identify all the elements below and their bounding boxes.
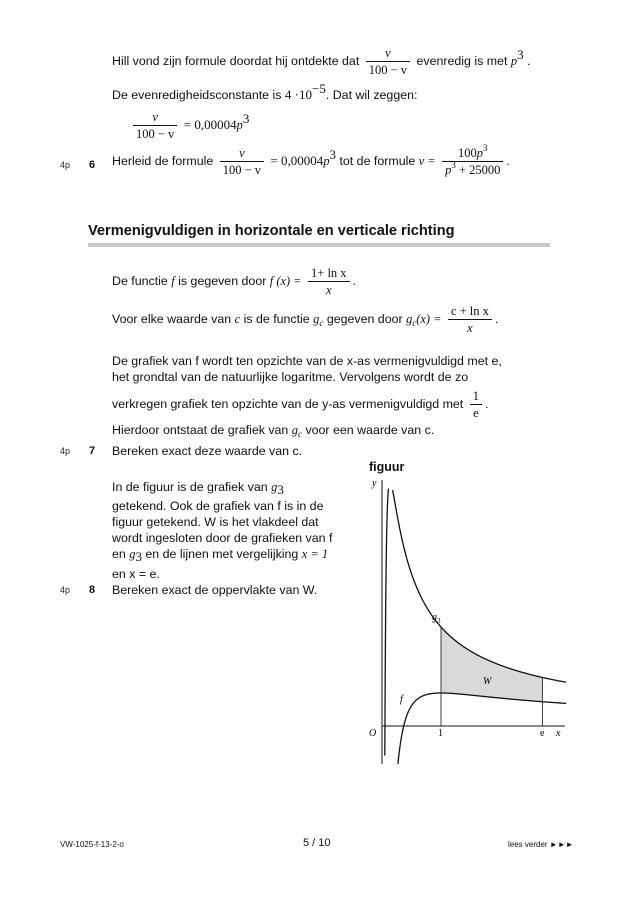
- equation-rhs: = 0,00004: [183, 116, 237, 132]
- g-numerator: c + ln x: [448, 304, 492, 320]
- result-den-const: + 25000: [458, 163, 501, 177]
- g-text-c: gegeven door: [326, 311, 403, 326]
- function-g-line: Voor elke waarde van c is de functie $g_c$ gegeven door $g_c(x)$ = $\frac{\text{c + ln x}}{x}$ .: [112, 304, 499, 335]
- footer-page: 5 / 10: [303, 837, 331, 849]
- fraction-v-q6: [220, 146, 264, 177]
- p-exponent: 3: [517, 46, 524, 62]
- fraction-numerator: v: [220, 146, 264, 162]
- f-text-a: De functie: [112, 273, 168, 288]
- region-w: [441, 627, 542, 702]
- fraction-denominator: 100 − v: [136, 127, 175, 141]
- q8-text: Bereken exact de oppervlakte van W.: [112, 583, 318, 597]
- figtext-line-1: In de figuur is de grafiek van $g_3$: [112, 480, 284, 497]
- fraction-g: [448, 304, 492, 335]
- f-numerator: 1+ ln x: [308, 266, 350, 282]
- label-w: W: [483, 676, 492, 687]
- para-line-4-a: Hierdoor ontstaat de grafiek van: [112, 423, 289, 437]
- intro-constant-text: De evenredigheidsconstante is: [112, 88, 282, 102]
- p-symbol: p: [323, 153, 330, 168]
- fraction-numerator: v: [133, 110, 177, 126]
- intro-line-1: Hill vond zijn formule doordat hij ontdekte dat $\frac{v}{100 - v}$ evenredig is met $p^3$ .: [112, 46, 531, 77]
- figtext-line-4: wordt ingesloten door de grafieken van f: [112, 531, 333, 545]
- constant-exponent: −5: [312, 81, 326, 96]
- fraction-numerator: 1: [470, 389, 482, 405]
- figtext-line-3: figuur getekend. W is het vlakdeel dat: [112, 515, 319, 529]
- footer-code: VW-1025-f-13-2-o: [60, 840, 124, 849]
- q7-text: Bereken exact deze waarde van c.: [112, 444, 303, 458]
- intro-text-a: Hill vond zijn formule doordat hij ontdekte dat: [112, 53, 360, 68]
- para-line-3: verkregen grafiek ten opzichte van de y-as vermenigvuldigd met $\frac{1}{e}$ .: [112, 389, 489, 420]
- q7-number: 7: [89, 445, 96, 457]
- p-exponent: 3: [329, 146, 337, 162]
- p-symbol: p: [510, 53, 518, 68]
- fraction-denominator: e: [473, 406, 479, 420]
- fraction-denominator: 100 − v: [222, 163, 262, 177]
- figtext-line-6: en x = e.: [112, 567, 160, 581]
- fraction-one-over-e: [470, 389, 482, 420]
- p-exponent: 3: [242, 110, 250, 126]
- curve-g3: [385, 489, 566, 756]
- fraction-v: [366, 46, 410, 77]
- result-den-p: p: [445, 163, 452, 177]
- q8-points: 4p: [60, 585, 71, 595]
- intro-text-b: evenredig is met: [416, 53, 508, 68]
- section-divider: [88, 243, 550, 247]
- function-f-line: De functie f is gegeven door f (x) = $\frac{\text{1+ ln x}}{x}$ .: [112, 266, 356, 297]
- label-g3-main: g: [432, 612, 437, 623]
- figure-title: figuur: [369, 460, 405, 474]
- label-g3-sub: 3: [437, 617, 441, 625]
- constant-base: 4 ·10: [284, 87, 312, 102]
- p-symbol: p: [476, 146, 484, 160]
- figtext-line-5-c: x = 1: [301, 547, 329, 561]
- figtext-line-1-text: In de figuur is de grafiek van: [112, 480, 268, 494]
- fraction-v-eq: [133, 110, 177, 141]
- v-equals: v =: [418, 153, 436, 168]
- tick-label-e: e: [540, 728, 545, 739]
- q8-number: 8: [89, 584, 96, 596]
- q6-number: 6: [89, 159, 96, 171]
- f-denominator: x: [326, 283, 332, 297]
- figure-graph: [360, 474, 570, 764]
- x-axis-label: x: [556, 728, 561, 739]
- p-exponent: 3: [451, 160, 456, 170]
- g-text-a: Voor elke waarde van: [112, 311, 232, 326]
- q6-points: 4p: [60, 160, 71, 170]
- g-def-lhs: (x) =: [416, 311, 442, 326]
- intro-constant-tail: . Dat wil zeggen:: [325, 88, 418, 102]
- figtext-line-5-a: en: [112, 547, 126, 561]
- result-num: 100: [458, 146, 477, 160]
- figtext-line-5-b: en de lijnen met vergelijking: [145, 547, 299, 561]
- y-axis-label: y: [372, 478, 377, 489]
- footer-next: lees verder ►►►: [508, 840, 574, 849]
- p-symbol: p: [236, 117, 243, 132]
- f-text-b: is gegeven door: [178, 273, 267, 288]
- q7-points: 4p: [60, 446, 71, 456]
- figtext-line-5: en $g_3$ en de lijnen met vergelijking x = 1: [112, 547, 329, 564]
- p-exponent: 3: [483, 143, 488, 153]
- para-line-4-b: voor een waarde van c.: [305, 423, 435, 437]
- para-line-2: het grondtal van de natuurlijke logaritme. Vervolgens wordt de zo: [112, 370, 469, 384]
- f-def-lhs: f (x) =: [269, 273, 302, 288]
- g-text-b: is de functie: [243, 311, 310, 326]
- fraction-f: [308, 266, 350, 297]
- q6-text: Herleid de formule $\frac{v}{100 - v}$ = $0,00004p^3$ tot de formule v = $\frac{100p^3}{p^3 + 25000}$ .: [112, 143, 510, 177]
- fraction-numerator: v: [366, 46, 410, 62]
- q6-text-b: tot de formule: [339, 153, 416, 168]
- tick-label-1: 1: [438, 728, 443, 739]
- para-line-4: Hierdoor ontstaat de grafiek van $g_c$ voor een waarde van c.: [112, 423, 435, 439]
- fraction-result: [442, 143, 503, 177]
- intro-line-2: [112, 81, 418, 103]
- q6-text-a: Herleid de formule: [112, 153, 214, 168]
- fraction-denominator: 100 − v: [368, 63, 408, 77]
- g-denominator: x: [467, 321, 473, 335]
- intro-equation: [130, 110, 249, 141]
- figtext-line-2: getekend. Ook de grafiek van f is in de: [112, 499, 324, 513]
- para-line-1: De grafiek van f wordt ten opzichte van de x-as vermenigvuldigd met e,: [112, 354, 502, 368]
- section-heading: Vermenigvuldigen in horizontale en verticale richting: [88, 223, 455, 239]
- label-g3: [432, 612, 441, 625]
- equation-rhs: = 0,00004: [270, 152, 324, 168]
- origin-label: O: [369, 728, 377, 739]
- label-f: f: [400, 694, 403, 705]
- para-line-3-text: verkregen grafiek ten opzichte van de y-as vermenigvuldigd met: [112, 396, 464, 411]
